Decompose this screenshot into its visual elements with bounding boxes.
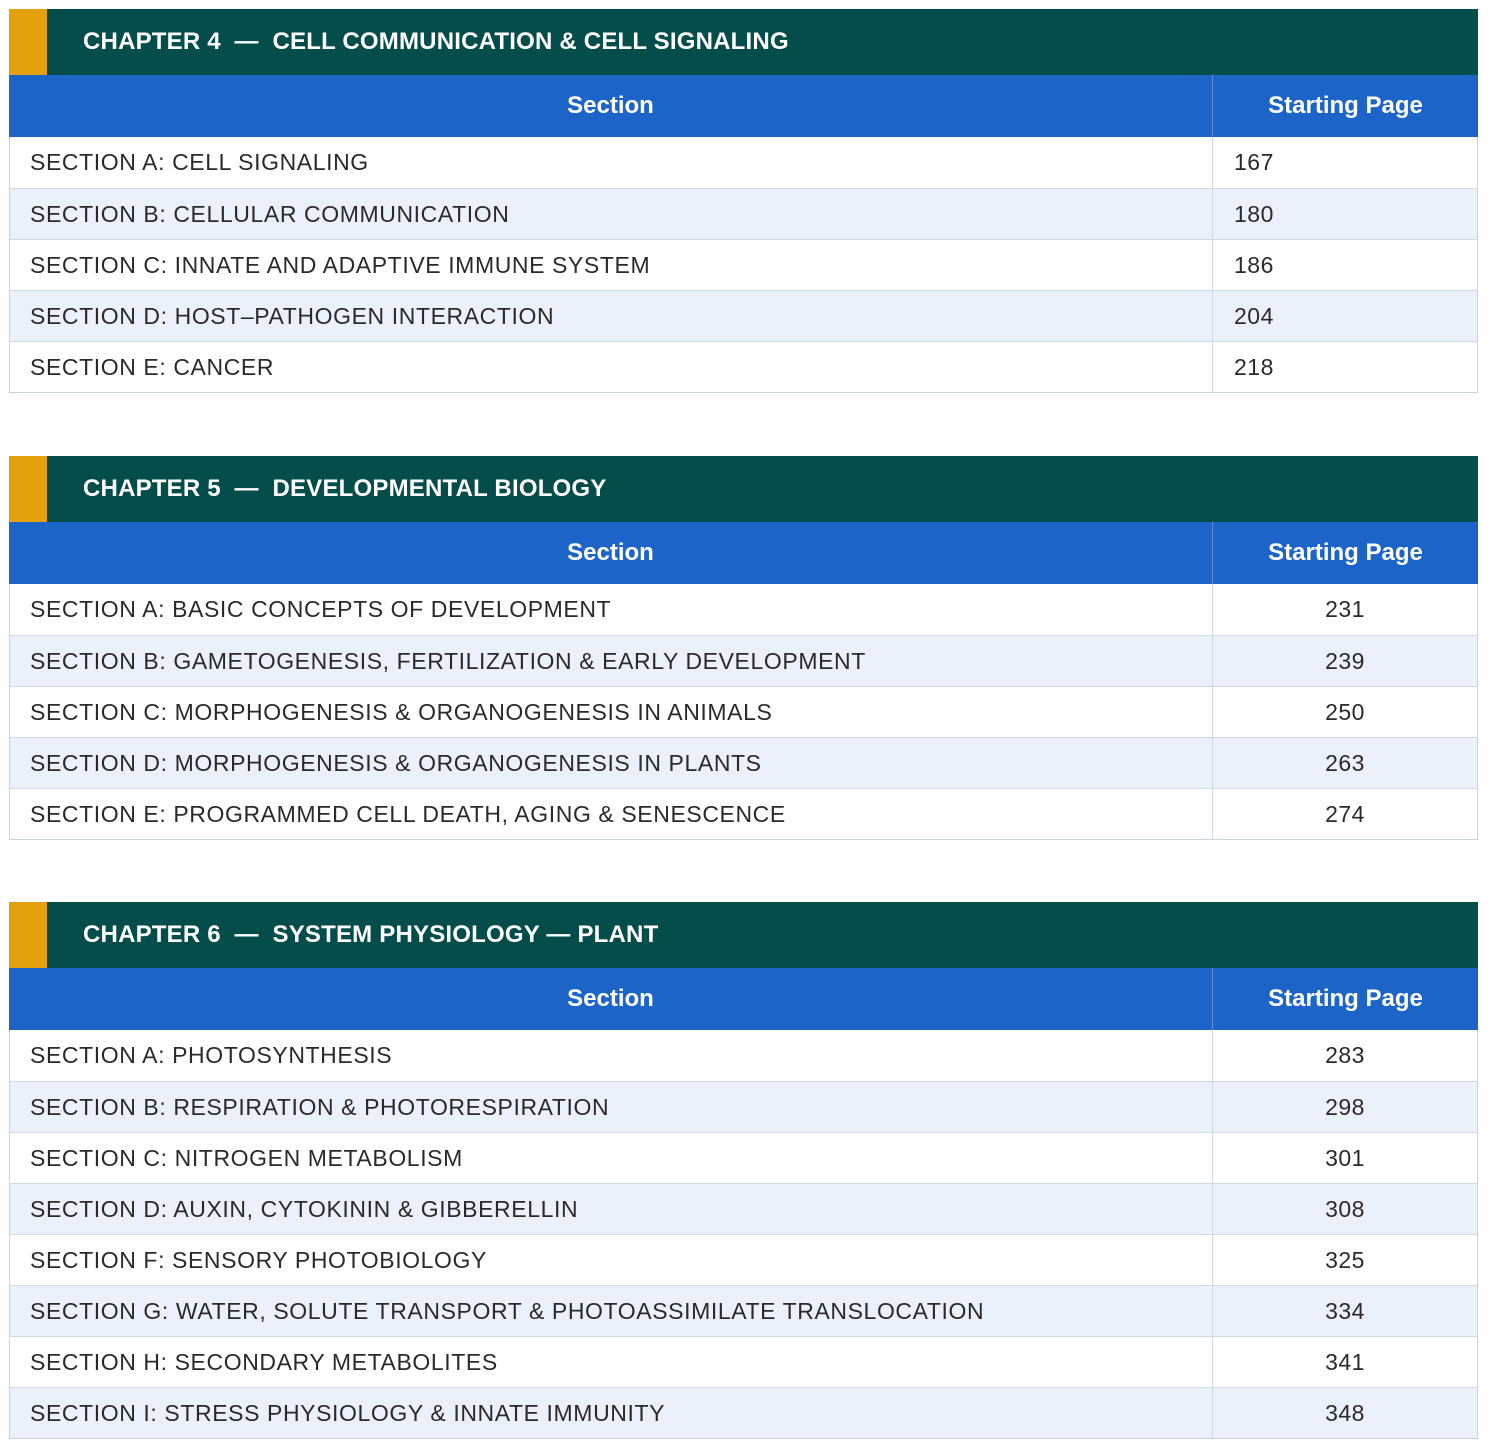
- chapter-title: CHAPTER 5 — DEVELOPMENTAL BIOLOGY: [83, 475, 607, 502]
- page-cell: 298: [1325, 1093, 1365, 1120]
- section-cell: SECTION I: STRESS PHYSIOLOGY & INNATE IMMUNITY: [10, 1388, 1213, 1438]
- section-cell: SECTION E: PROGRAMMED CELL DEATH, AGING & SENESCENCE: [10, 789, 1213, 839]
- table-row: [10, 1081, 1477, 1132]
- chapter-accent-bar: [9, 9, 47, 75]
- section-cell: SECTION D: MORPHOGENESIS & ORGANOGENESIS IN PLANTS: [10, 738, 1213, 788]
- column-header-starting-page: Starting Page: [1268, 539, 1423, 566]
- table-row: [10, 1030, 1477, 1081]
- section-cell: SECTION B: GAMETOGENESIS, FERTILIZATION & EARLY DEVELOPMENT: [10, 636, 1213, 686]
- section-cell: SECTION A: BASIC CONCEPTS OF DEVELOPMENT: [10, 584, 1213, 635]
- page-cell: 325: [1325, 1246, 1365, 1273]
- page-cell: 301: [1325, 1144, 1365, 1171]
- page-cell: 263: [1325, 749, 1365, 776]
- section-cell: SECTION B: CELLULAR COMMUNICATION: [10, 189, 1213, 239]
- page-cell: 218: [1234, 353, 1274, 380]
- column-header-row: [9, 968, 1478, 1030]
- page-cell: 180: [1234, 200, 1274, 227]
- page-cell: 341: [1325, 1348, 1365, 1375]
- page-cell: 167: [1234, 149, 1274, 175]
- section-cell: SECTION F: SENSORY PHOTOBIOLOGY: [10, 1235, 1213, 1285]
- table-row: [10, 1183, 1477, 1234]
- column-header-row: [9, 522, 1478, 584]
- section-cell: SECTION A: PHOTOSYNTHESIS: [10, 1030, 1213, 1081]
- section-cell: SECTION A: CELL SIGNALING: [10, 137, 1213, 188]
- table-row: [10, 584, 1477, 635]
- column-header-section: Section: [9, 522, 1213, 584]
- column-header-section: Section: [9, 75, 1213, 137]
- section-cell: SECTION D: HOST–PATHOGEN INTERACTION: [10, 291, 1213, 341]
- chapter-header: [9, 9, 1478, 75]
- table-body: [9, 137, 1478, 393]
- chapter-header: [9, 456, 1478, 522]
- chapter-title: CHAPTER 4 — CELL COMMUNICATION & CELL SIGNALING: [83, 28, 789, 55]
- chapter-header: [9, 902, 1478, 968]
- table-row: [10, 239, 1477, 290]
- chapter-accent-bar: [9, 456, 47, 522]
- page-cell: 250: [1325, 698, 1365, 725]
- page-cell: 274: [1325, 800, 1365, 827]
- section-cell: SECTION G: WATER, SOLUTE TRANSPORT & PHOTOASSIMILATE TRANSLOCATION: [10, 1286, 1213, 1336]
- table-row: [10, 290, 1477, 341]
- table-row: [10, 188, 1477, 239]
- column-header-starting-page: Starting Page: [1268, 985, 1423, 1012]
- chapter-6-table: [9, 902, 1478, 1439]
- table-row: [10, 788, 1477, 839]
- chapter-4-table: [9, 9, 1478, 393]
- table-body: [9, 1030, 1478, 1439]
- table-row: [10, 1234, 1477, 1285]
- chapter-5-table: [9, 456, 1478, 840]
- column-header-row: [9, 75, 1478, 137]
- table-row: [10, 737, 1477, 788]
- chapter-accent-bar: [9, 902, 47, 968]
- section-cell: SECTION B: RESPIRATION & PHOTORESPIRATION: [10, 1082, 1213, 1132]
- page-cell: 334: [1325, 1297, 1365, 1324]
- page-cell: 348: [1325, 1399, 1365, 1426]
- table-row: [10, 1285, 1477, 1336]
- page-cell: 231: [1325, 596, 1365, 622]
- table-row: [10, 137, 1477, 188]
- table-row: [10, 341, 1477, 392]
- section-cell: SECTION C: INNATE AND ADAPTIVE IMMUNE SYSTEM: [10, 240, 1213, 290]
- table-row: [10, 635, 1477, 686]
- section-cell: SECTION H: SECONDARY METABOLITES: [10, 1337, 1213, 1387]
- page-cell: 204: [1234, 302, 1274, 329]
- page-cell: 239: [1325, 647, 1365, 674]
- table-body: [9, 584, 1478, 840]
- table-row: [10, 1336, 1477, 1387]
- table-row: [10, 1387, 1477, 1438]
- table-row: [10, 686, 1477, 737]
- column-header-section: Section: [9, 968, 1213, 1030]
- section-cell: SECTION E: CANCER: [10, 342, 1213, 392]
- page-cell: 186: [1234, 251, 1274, 278]
- section-cell: SECTION C: MORPHOGENESIS & ORGANOGENESIS IN ANIMALS: [10, 687, 1213, 737]
- chapter-title: CHAPTER 6 — SYSTEM PHYSIOLOGY — PLANT: [83, 921, 659, 948]
- page-cell: 283: [1325, 1042, 1365, 1068]
- section-cell: SECTION D: AUXIN, CYTOKININ & GIBBERELLIN: [10, 1184, 1213, 1234]
- table-row: [10, 1132, 1477, 1183]
- section-cell: SECTION C: NITROGEN METABOLISM: [10, 1133, 1213, 1183]
- page-cell: 308: [1325, 1195, 1365, 1222]
- column-header-starting-page: Starting Page: [1268, 92, 1423, 119]
